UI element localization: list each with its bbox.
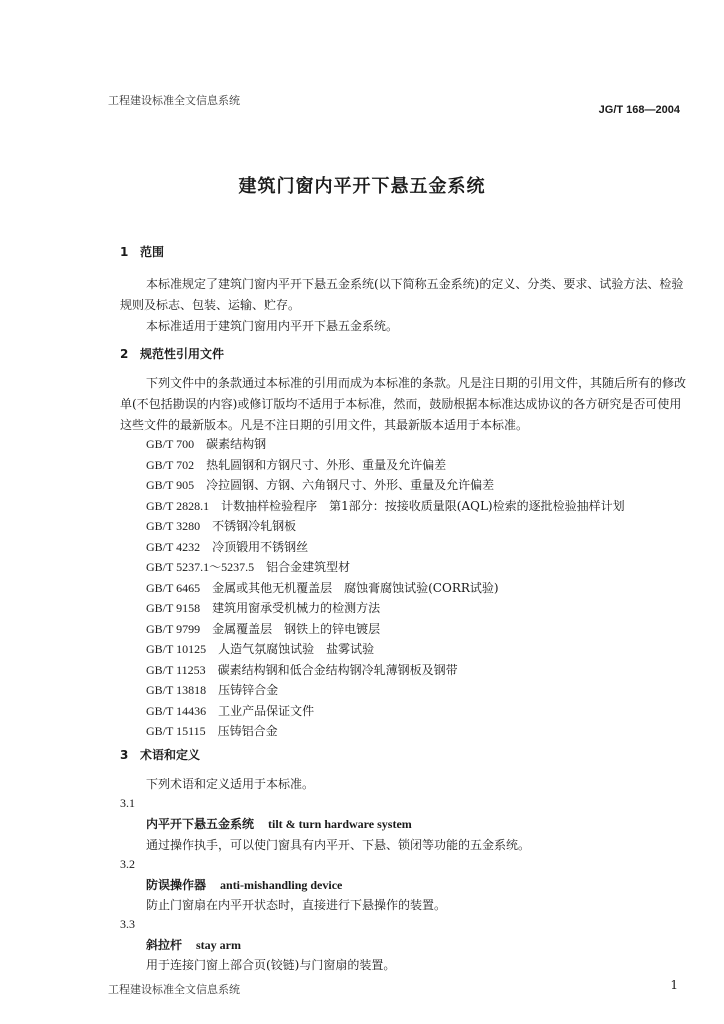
section-1-paragraph-1: 本标准规定了建筑门窗内平开下悬五金系统(以下简称五金系统)的定义、分类、要求、试验方法、检验规则及标志、包装、运输、贮存。: [120, 277, 684, 312]
term-number: 3.3: [120, 917, 135, 931]
reference-name: 压铸锌合金: [218, 683, 279, 697]
term-heading: [146, 876, 342, 893]
reference-item: [146, 598, 625, 619]
reference-item: [146, 557, 625, 578]
reference-name: 冷拉圆钢、方钢、六角钢尺寸、外形、重量及允许偏差: [206, 478, 495, 492]
section-number: 2: [120, 347, 129, 361]
page-number: 1: [670, 978, 678, 992]
reference-code: GB/T 2828.1: [146, 498, 210, 513]
header-standard-code: JG/T 168—2004: [598, 104, 680, 116]
term-heading: [146, 815, 412, 832]
footer-source: 工程建设标准全文信息系统: [108, 983, 240, 996]
section-title: 术语和定义: [140, 748, 201, 762]
reference-item: [146, 578, 625, 599]
reference-code: GB/T 11253: [146, 662, 206, 677]
section-title: 范围: [140, 245, 165, 259]
reference-name: 铝合金建筑型材: [266, 560, 351, 574]
reference-code: GB/T 6465: [146, 580, 201, 595]
term-chinese: 斜拉杆: [146, 938, 183, 952]
reference-item: [146, 721, 625, 742]
normative-reference-list: [146, 434, 625, 742]
section-1-paragraph-2: 本标准适用于建筑门窗用内平开下悬五金系统。: [146, 319, 399, 333]
reference-name: 碳素结构钢和低合金结构钢冷轧薄钢板及钢带: [217, 662, 458, 677]
section-number: 3: [120, 748, 129, 762]
reference-code: GB/T 10125: [146, 642, 207, 656]
section-title: 规范性引用文件: [140, 347, 225, 361]
term-english: stay arm: [196, 938, 242, 952]
reference-code: GB/T 905: [146, 478, 195, 492]
reference-name: 碳素结构钢: [206, 437, 267, 451]
reference-name: 冷顶锻用不锈钢丝: [212, 539, 309, 554]
reference-item: [146, 639, 625, 660]
reference-code: GB/T 13818: [146, 683, 207, 697]
reference-item: [146, 434, 625, 455]
reference-item: [146, 619, 625, 640]
reference-code: GB/T 9799: [146, 621, 201, 636]
term-chinese: 内平开下悬五金系统: [146, 817, 255, 831]
reference-item: [146, 537, 625, 558]
page-title: 建筑门窗内平开下悬五金系统: [238, 176, 486, 197]
reference-name: 不锈钢冷轧钢板: [212, 519, 297, 533]
term-definition: 通过操作执手，可以使门窗具有内平开、下悬、锁闭等功能的五金系统。: [146, 838, 531, 852]
header-source: 工程建设标准全文信息系统: [108, 94, 240, 107]
reference-code: GB/T 9158: [146, 601, 201, 615]
reference-item: [146, 455, 625, 476]
section-2-paragraph-1: 下列文件中的条款通过本标准的引用而成为本标准的条款。凡是注日期的引用文件，其随后所有的修改单(不包括勘误的内容)或修订版均不适用于本标准，然而，鼓励根据本标准达成协议的各方研究是否可使用这些文件的最新版本。凡是不注日期的引用文件，其最新版本适用于本标准。: [120, 376, 687, 432]
reference-code: GB/T 4232: [146, 539, 201, 554]
term-number: 3.2: [120, 857, 135, 871]
reference-name: 建筑用窗承受机械力的检测方法: [212, 601, 381, 615]
term-english: anti-mishandling device: [220, 878, 343, 892]
term-english: tilt & turn hardware system: [268, 817, 412, 831]
term-heading: [146, 936, 241, 953]
reference-code: GB/T 5237.1～5237.5: [146, 560, 255, 574]
reference-name: 工业产品保证文件: [218, 703, 315, 718]
reference-code: GB/T 700: [146, 437, 195, 451]
reference-name: 金属覆盖层 钢铁上的锌电镀层: [212, 621, 381, 636]
term-definition: 用于连接门窗上部合页(铰链)与门窗扇的装置。: [146, 958, 396, 972]
reference-name: 金属或其他无机覆盖层 腐蚀膏腐蚀试验(CORR试验): [212, 580, 499, 595]
reference-item: [146, 680, 625, 701]
term-definition: 防止门窗扇在内平开状态时，直接进行下悬操作的装置。: [146, 898, 447, 912]
section-number: 1: [120, 245, 129, 259]
section-3-paragraph-1: 下列术语和定义适用于本标准。: [146, 777, 315, 791]
reference-item: [146, 475, 625, 496]
term-number: 3.1: [120, 796, 135, 810]
section-1-heading: [120, 243, 164, 260]
reference-code: GB/T 14436: [146, 703, 207, 718]
reference-item: [146, 660, 625, 681]
reference-name: 压铸铝合金: [217, 724, 278, 738]
reference-name: 人造气氛腐蚀试验 盐雾试验: [218, 642, 375, 656]
term-chinese: 防误操作器: [146, 878, 207, 892]
reference-item: [146, 516, 625, 537]
section-2-heading: [120, 345, 224, 362]
reference-name: 热轧圆钢和方钢尺寸、外形、重量及允许偏差: [206, 457, 447, 472]
section-3-heading: [120, 746, 200, 763]
reference-code: GB/T 702: [146, 457, 195, 472]
reference-code: GB/T 3280: [146, 519, 201, 533]
reference-code: GB/T 15115: [146, 724, 206, 738]
reference-item: [146, 496, 625, 517]
reference-item: [146, 701, 625, 722]
reference-name: 计数抽样检验程序 第1部分：按接收质量限(AQL)检索的逐批检验抽样计划: [221, 498, 625, 513]
